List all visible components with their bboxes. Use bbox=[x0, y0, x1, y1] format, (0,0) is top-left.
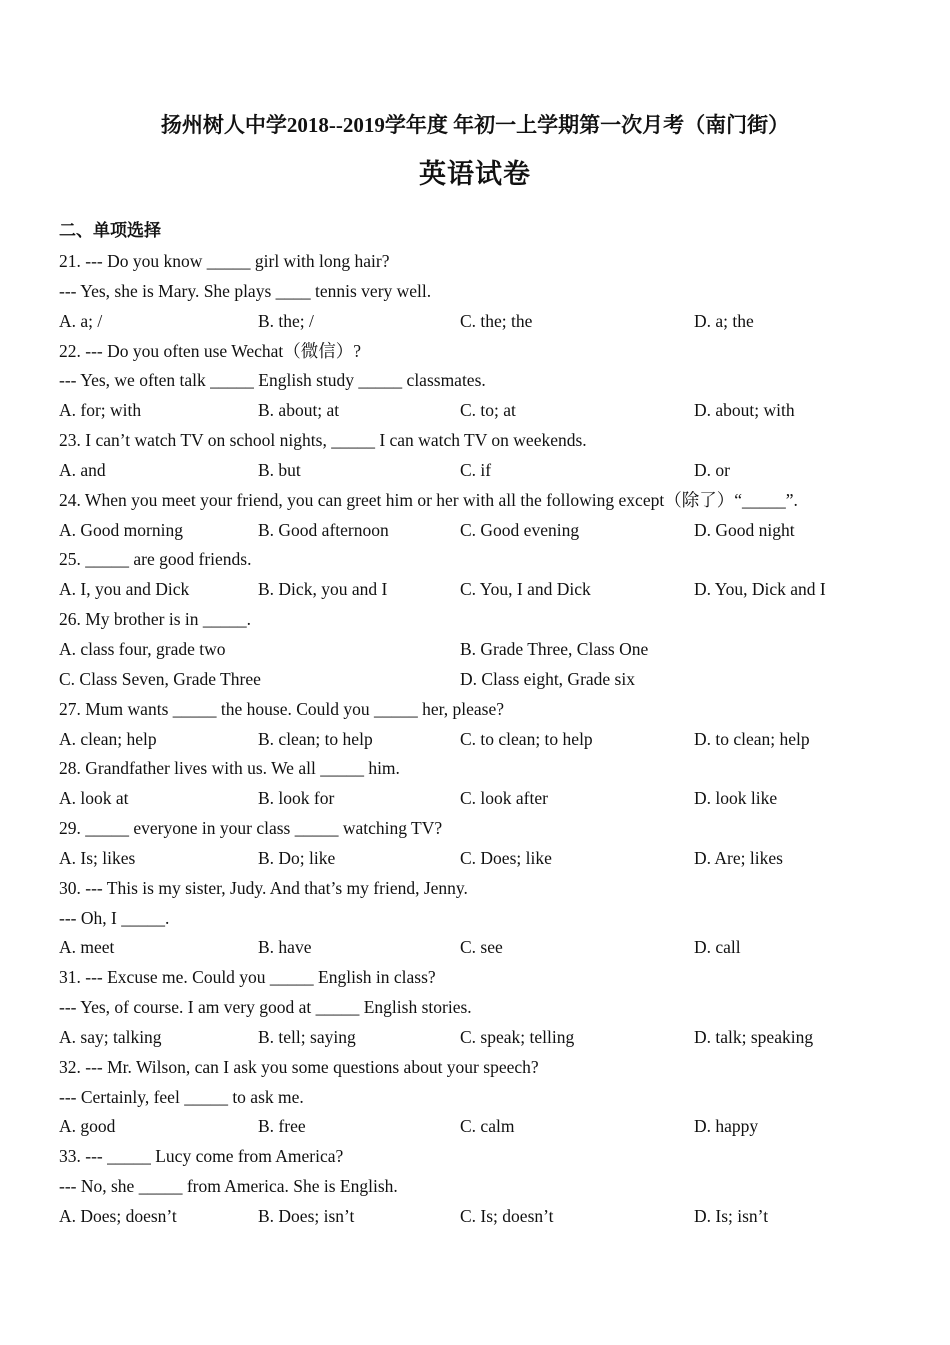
option-d: D. You, Dick and I bbox=[694, 579, 826, 600]
option-d: D. Are; likes bbox=[694, 847, 783, 868]
option-a: A. look at bbox=[59, 788, 129, 809]
question-28-options bbox=[59, 784, 919, 814]
question-32-options bbox=[59, 1112, 919, 1142]
option-c: C. You, I and Dick bbox=[460, 579, 591, 600]
option-a: A. a; / bbox=[59, 310, 103, 331]
question-27-options bbox=[59, 725, 919, 755]
question-25-options bbox=[59, 575, 919, 605]
question-22-reply: --- Yes, we often talk _____ English study _____ classmates. bbox=[59, 370, 486, 391]
option-c: C. look after bbox=[460, 788, 548, 809]
option-d: D. talk; speaking bbox=[694, 1026, 814, 1047]
option-c: C. to clean; to help bbox=[460, 728, 593, 749]
question-32-reply: --- Certainly, feel _____ to ask me. bbox=[59, 1086, 304, 1107]
option-d: D. Is; isn’t bbox=[694, 1206, 769, 1226]
question-28-stem: 28. Grandfather lives with us. We all _____ him. bbox=[59, 758, 400, 779]
question-30-options bbox=[59, 933, 919, 963]
option-c: C. calm bbox=[460, 1116, 515, 1137]
option-c: C. Is; doesn’t bbox=[460, 1206, 554, 1226]
option-a: A. say; talking bbox=[59, 1026, 162, 1047]
option-a: A. and bbox=[59, 459, 106, 480]
option-b: B. clean; to help bbox=[258, 728, 373, 749]
question-32-stem: 32. --- Mr. Wilson, can I ask you some questions about your speech? bbox=[59, 1056, 539, 1077]
question-30-reply: --- Oh, I _____. bbox=[59, 907, 170, 928]
exam-title: 扬州树人中学2018--2019学年度 年初一上学期第一次月考（南门街） bbox=[160, 113, 790, 137]
option-c: C. Good evening bbox=[460, 519, 580, 540]
option-b: B. Do; like bbox=[258, 847, 336, 868]
question-22-stem: 22. --- Do you often use Wechat（微信）? bbox=[59, 340, 362, 361]
option-c: C. to; at bbox=[460, 400, 516, 421]
option-d: D. call bbox=[694, 937, 741, 958]
option-d: D. Good night bbox=[694, 519, 795, 540]
question-24-options bbox=[59, 516, 919, 546]
option-a: A. Is; likes bbox=[59, 847, 136, 868]
question-25-stem: 25. _____ are good friends. bbox=[59, 549, 252, 570]
question-21-stem: 21. --- Do you know _____ girl with long hair? bbox=[59, 251, 390, 271]
option-c: C. Class Seven, Grade Three bbox=[59, 668, 261, 689]
option-b: B. Dick, you and I bbox=[258, 579, 388, 600]
option-b: B. free bbox=[258, 1116, 306, 1137]
option-b: B. but bbox=[258, 459, 301, 480]
question-33-stem: 33. --- _____ Lucy come from America? bbox=[59, 1146, 344, 1167]
question-29-options bbox=[59, 844, 919, 874]
question-33-reply: --- No, she _____ from America. She is English. bbox=[59, 1176, 398, 1197]
option-a: A. Good morning bbox=[59, 519, 183, 540]
option-d: D. look like bbox=[694, 788, 778, 809]
option-c: C. Does; like bbox=[460, 847, 552, 868]
question-31-options bbox=[59, 1023, 919, 1053]
question-30-stem: 30. --- This is my sister, Judy. And that’s my friend, Jenny. bbox=[59, 877, 468, 898]
option-c: C. see bbox=[460, 937, 503, 958]
option-a: A. clean; help bbox=[59, 728, 157, 749]
option-c: C. the; the bbox=[460, 310, 533, 331]
option-c: C. speak; telling bbox=[460, 1026, 575, 1047]
question-23-options bbox=[59, 456, 919, 486]
question-24-stem: 24. When you meet your friend, you can greet him or her with all the following except（除了）“_____”. bbox=[59, 489, 798, 510]
question-29-stem: 29. _____ everyone in your class _____ watching TV? bbox=[59, 818, 443, 839]
question-33-options bbox=[59, 1202, 919, 1232]
question-27-stem: 27. Mum wants _____ the house. Could you _____ her, please? bbox=[59, 698, 505, 719]
option-d: D. a; the bbox=[694, 310, 754, 331]
option-b: B. have bbox=[258, 937, 312, 958]
question-26-stem: 26. My brother is in _____. bbox=[59, 609, 252, 630]
option-b: B. look for bbox=[258, 788, 335, 809]
option-d: D. happy bbox=[694, 1116, 759, 1137]
option-b: B. the; / bbox=[258, 310, 314, 331]
option-b: B. Grade Three, Class One bbox=[460, 638, 649, 659]
option-d: D. about; with bbox=[694, 400, 795, 421]
question-22-options bbox=[59, 396, 919, 426]
option-b: B. tell; saying bbox=[258, 1026, 356, 1047]
option-a: A. good bbox=[59, 1116, 116, 1137]
option-d: D. to clean; help bbox=[694, 728, 810, 749]
question-21-options bbox=[59, 307, 919, 337]
question-21-reply: --- Yes, she is Mary. She plays ____ tennis very well. bbox=[59, 280, 432, 301]
option-b: B. about; at bbox=[258, 400, 340, 421]
option-d: D. or bbox=[694, 459, 730, 480]
question-list bbox=[59, 247, 919, 1232]
exam-subtitle: 英语试卷 bbox=[419, 159, 531, 189]
option-b: B. Does; isn’t bbox=[258, 1206, 355, 1226]
question-31-stem: 31. --- Excuse me. Could you _____ English in class? bbox=[59, 967, 436, 988]
option-a: A. class four, grade two bbox=[59, 638, 226, 659]
section-heading: 二、单项选择 bbox=[59, 221, 161, 240]
option-a: A. meet bbox=[59, 937, 115, 958]
question-23-stem: 23. I can’t watch TV on school nights, _____ I can watch TV on weekends. bbox=[59, 430, 587, 451]
question-26-options-row1 bbox=[59, 635, 919, 665]
option-d: D. Class eight, Grade six bbox=[460, 668, 635, 689]
option-a: A. Does; doesn’t bbox=[59, 1206, 177, 1226]
option-a: A. I, you and Dick bbox=[59, 579, 190, 600]
option-c: C. if bbox=[460, 459, 492, 480]
option-b: B. Good afternoon bbox=[258, 519, 389, 540]
option-a: A. for; with bbox=[59, 400, 142, 421]
question-26-options-row2 bbox=[59, 665, 919, 695]
question-31-reply: --- Yes, of course. I am very good at _____ English stories. bbox=[59, 997, 472, 1018]
